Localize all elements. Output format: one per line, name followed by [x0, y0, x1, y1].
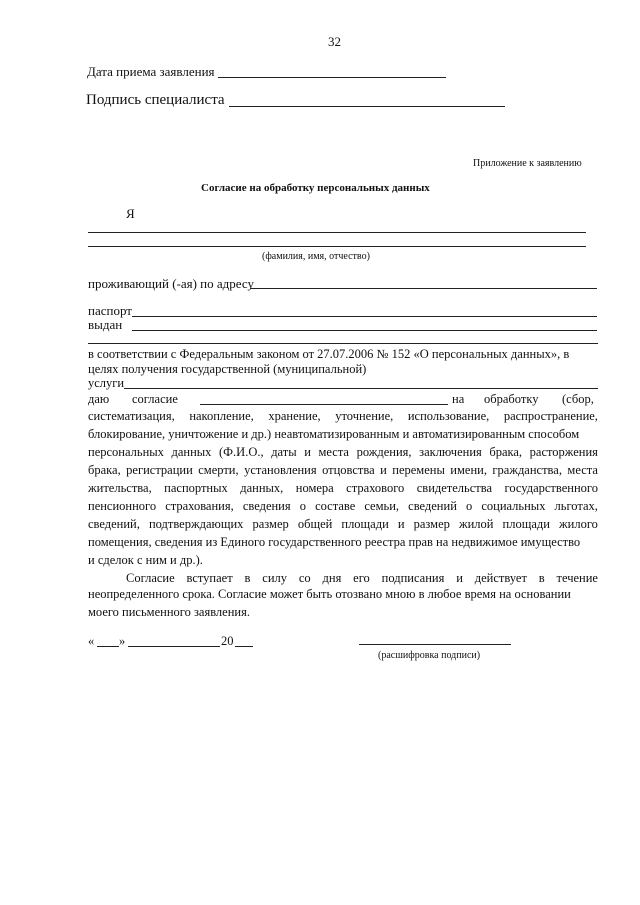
consent-on: на [452, 392, 465, 406]
date-open-quote: « [88, 634, 95, 648]
specialist-signature-line [229, 106, 505, 107]
service-label: услуги [88, 376, 125, 390]
body-line: систематизация, накопление, хранение, уточнение, использование, распространение, [88, 409, 598, 423]
body-line: сведений, подтверждающих размер общей площади и размер жилой площади жилого [88, 517, 598, 531]
address-label: проживающий (-ая) по адресу [88, 276, 254, 291]
body-line: пенсионного страхования, сведения о составе семьи, сведений о социальных льготах, [88, 499, 598, 513]
validity-line-3: моего письменного заявления. [88, 605, 250, 619]
document-title: Согласие на обработку персональных данных [201, 182, 430, 194]
issued-label: выдан [88, 317, 123, 332]
date-close-quote: » [119, 634, 126, 648]
fio-line-2 [88, 246, 586, 247]
passport-line [132, 316, 597, 317]
consent-list-start: (сбор, [562, 392, 594, 406]
validity-line-2: неопределенного срока. Согласие может быть отозвано мною в любое время на основании [88, 587, 571, 601]
body-line: персональных данных (Ф.И.О., даты и места рождения, заключения брака, расторжения [88, 445, 598, 459]
body-line: брака, регистрации смерти, установления отцовства и перемены имени, гражданства, места [88, 463, 598, 477]
issued-line-2 [88, 343, 598, 344]
body-line: и сделок с ним и др.). [88, 553, 203, 567]
consent-word: согласие [132, 392, 178, 406]
consent-name-line [200, 404, 448, 405]
passport-label: паспорт [88, 303, 132, 318]
law-reference-line-2: целях получения государственной (муниципальной) [88, 362, 367, 376]
date-day-line [97, 646, 119, 647]
address-line [250, 288, 597, 289]
service-line [124, 388, 598, 389]
signature-line [359, 644, 511, 645]
law-reference-line-1: в соответствии с Федеральным законом от 27.07.2006 № 152 «О персональных данных», в [88, 347, 570, 361]
date-month-line [128, 646, 220, 647]
body-line: помещения, сведения из Единого государственного реестра прав на недвижимое имущество [88, 535, 581, 549]
consent-give: даю [88, 392, 110, 406]
body-line: блокирование, уничтожение и др.) неавтоматизированным и автоматизированным способом [88, 427, 580, 441]
specialist-signature-label: Подпись специалиста [86, 92, 225, 108]
date-received-label: Дата приема заявления [87, 64, 215, 79]
fio-line-1 [88, 232, 586, 233]
validity-line-1: Согласие вступает в силу со дня его подписания и действует в течение [126, 571, 598, 585]
date-year-line [235, 646, 253, 647]
date-year-prefix: 20 [221, 634, 234, 648]
page-number: 32 [328, 34, 341, 49]
body-line: жительства, паспортных данных, номера страхового свидетельства государственного [88, 481, 598, 495]
issued-line [132, 330, 597, 331]
fio-caption: (фамилия, имя, отчество) [262, 251, 370, 262]
i-label: Я [126, 206, 135, 221]
consent-processing: обработку [484, 392, 539, 406]
signature-caption: (расшифровка подписи) [378, 650, 481, 661]
date-received-line [218, 77, 446, 78]
annex-label: Приложение к заявлению [473, 158, 582, 169]
